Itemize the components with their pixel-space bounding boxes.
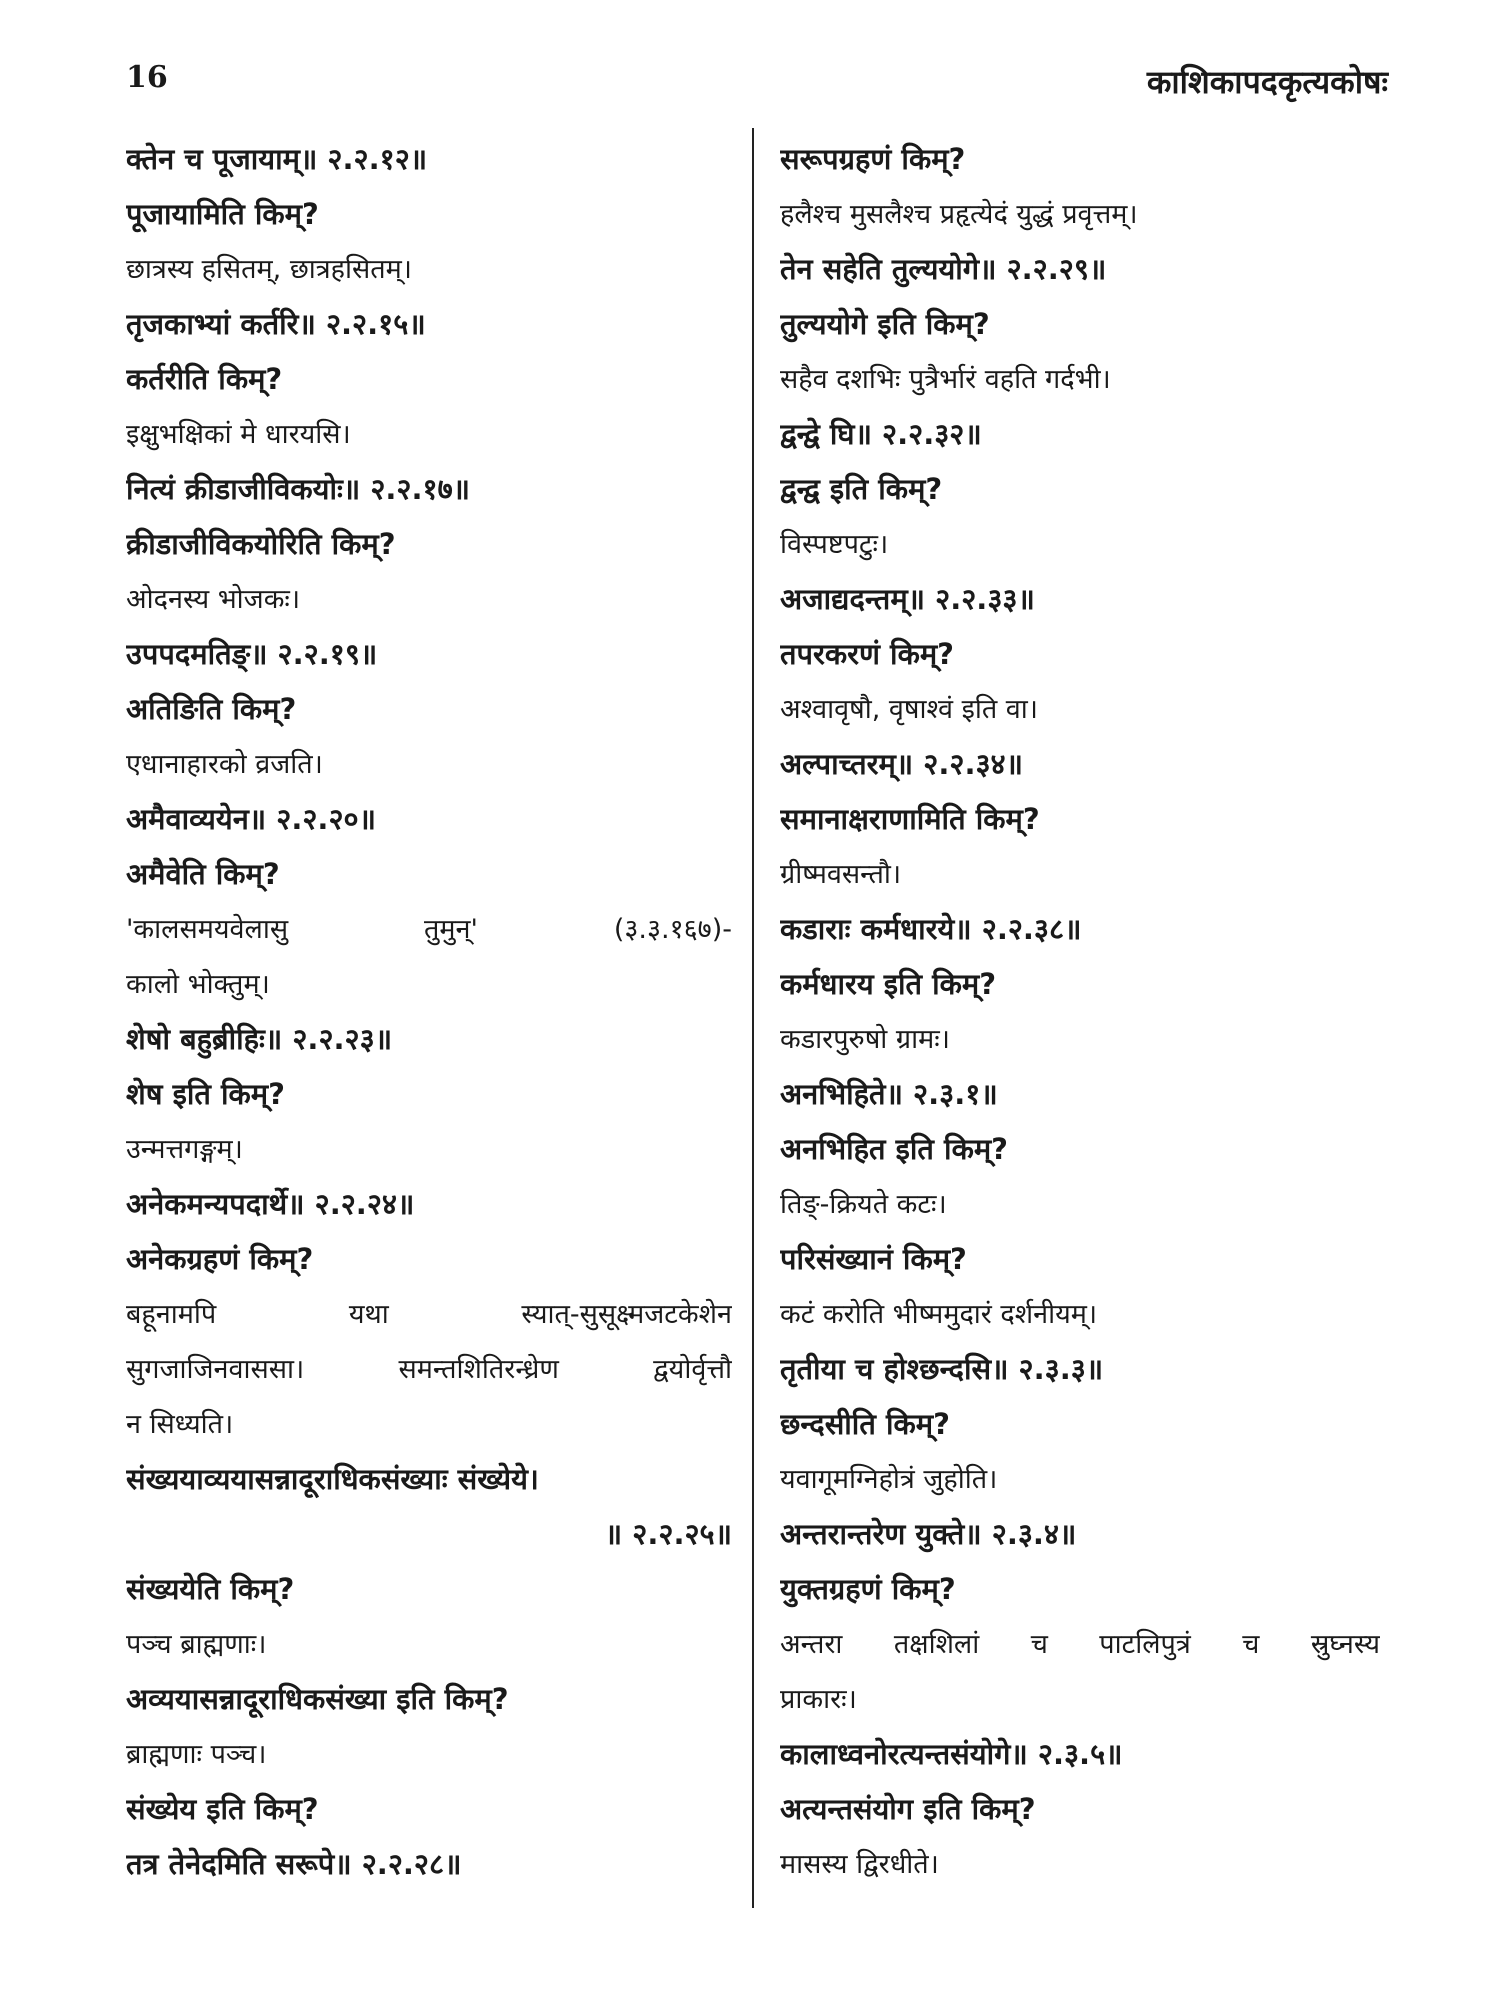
- left-column-line: नित्यं क्रीडाजीविकयोः॥ २.२.१७॥: [126, 472, 471, 506]
- left-column-line: अनेकमन्यपदार्थे॥ २.२.२४॥: [126, 1187, 415, 1221]
- left-column-line: संख्येय इति किम्?: [126, 1792, 319, 1826]
- right-column-line: अश्वावृषौ, वृषाश्वं इति वा।: [780, 694, 1039, 725]
- left-column-line: न सिध्यति।: [126, 1409, 234, 1440]
- left-column-line: एधानाहारको व्रजति।: [126, 749, 323, 780]
- left-column-line: क्तेन च पूजायाम्॥ २.२.१२॥: [126, 142, 428, 176]
- left-column-line: तत्र तेनेदमिति सरूपे॥ २.२.२८॥: [126, 1847, 462, 1881]
- right-column-line: द्वन्द्वे घि॥ २.२.३२॥: [780, 417, 982, 451]
- right-column-line: कडाराः कर्मधारये॥ २.२.३८॥: [780, 912, 1082, 946]
- right-column-line: अत्यन्तसंयोग इति किम्?: [780, 1792, 1036, 1826]
- left-column-line: कर्तरीति किम्?: [126, 362, 283, 396]
- left-column-line: कालो भोक्तुम्।: [126, 969, 270, 1000]
- right-column-line: प्राकारः।: [780, 1684, 857, 1715]
- left-column-line: संख्ययाव्ययासन्नादूराधिकसंख्याः संख्येये।: [126, 1462, 539, 1496]
- right-column-line: सरूपग्रहणं किम्?: [780, 142, 966, 176]
- right-column-line: युक्तग्रहणं किम्?: [780, 1572, 956, 1606]
- page-number: 16: [126, 60, 168, 95]
- right-column-line: तिङ्-क्रियते कटः।: [780, 1189, 947, 1220]
- right-column-line: छन्दसीति किम्?: [780, 1407, 950, 1441]
- left-column-line: पञ्च ब्राह्मणाः।: [126, 1629, 267, 1660]
- left-column-line: उपपदमतिङ्॥ २.२.१९॥: [126, 637, 378, 671]
- column-divider: [752, 128, 754, 1908]
- right-column-line: अजाद्यदन्तम्॥ २.२.३३॥: [780, 582, 1035, 616]
- justified-word: बहूनामपि: [126, 1299, 217, 1330]
- justified-word: अन्तरा: [780, 1629, 843, 1660]
- left-column-line: तृजकाभ्यां कर्तरि॥ २.२.१५॥: [126, 307, 426, 341]
- right-column-line: समानाक्षराणामिति किम्?: [780, 802, 1040, 836]
- left-column-line: शेष इति किम्?: [126, 1077, 285, 1111]
- left-column-line: छात्रस्य हसितम्, छात्रहसितम्।: [126, 254, 413, 285]
- left-column-line: ॥ २.२.२५॥: [604, 1517, 732, 1551]
- right-column-line: कटं करोति भीष्ममुदारं दर्शनीयम्।: [780, 1299, 1098, 1330]
- right-column-line: कालाध्वनोरत्यन्तसंयोगे॥ २.३.५॥: [780, 1737, 1123, 1771]
- right-column-line: तेन सहेति तुल्ययोगे॥ २.२.२९॥: [780, 252, 1107, 286]
- left-column-line: ब्राह्मणाः पञ्च।: [126, 1739, 267, 1770]
- left-column-line: पूजायामिति किम्?: [126, 197, 319, 231]
- justified-word: पाटलिपुत्रं: [1099, 1629, 1191, 1660]
- right-column-line: सहैव दशभिः पुत्रैर्भारं वहति गर्दभी।: [780, 364, 1111, 395]
- left-column-line: इक्षुभक्षिकां मे धारयसि।: [126, 419, 351, 450]
- left-column-line: संख्ययेति किम्?: [126, 1572, 295, 1606]
- right-column-line: हलैश्च मुसलैश्च प्रहृत्येदं युद्धं प्रवृत्तम्।: [780, 199, 1138, 230]
- justified-word: (३.३.१६७)-: [613, 914, 732, 945]
- running-head: काशिकापदकृत्यकोषः: [1146, 63, 1388, 101]
- left-column-line: ओदनस्य भोजकः।: [126, 584, 301, 615]
- right-column-line: विस्पष्टपटुः।: [780, 529, 889, 560]
- right-column-line: तुल्ययोगे इति किम्?: [780, 307, 990, 341]
- justified-word: समन्तशितिरन्ध्रेण: [398, 1354, 559, 1385]
- justified-word: च: [1030, 1629, 1048, 1660]
- right-column-line: कर्मधारय इति किम्?: [780, 967, 997, 1001]
- left-column-line: क्रीडाजीविकयोरिति किम्?: [126, 527, 396, 561]
- right-column-line: कडारपुरुषो ग्रामः।: [780, 1024, 950, 1055]
- right-column-line: अन्तरान्तरेण युक्ते॥ २.३.४॥: [780, 1517, 1077, 1551]
- left-column-line: अतिङिति किम्?: [126, 692, 297, 726]
- left-column-line: अव्ययासन्नादूराधिकसंख्या इति किम्?: [126, 1682, 509, 1716]
- justified-word: तुमुन्': [423, 914, 478, 945]
- justified-word: स्यात्-सुसूक्ष्मजटकेशेन: [521, 1299, 732, 1330]
- right-column-line: ग्रीष्मवसन्तौ।: [780, 859, 902, 890]
- right-column-line: अनभिहिते॥ २.३.१॥: [780, 1077, 998, 1111]
- right-column-line: तपरकरणं किम्?: [780, 637, 955, 671]
- left-column-line: [126, 1342, 732, 1397]
- right-column-line: मासस्य द्विरधीते।: [780, 1849, 939, 1880]
- left-column-line: उन्मत्तगङ्गम्।: [126, 1134, 243, 1165]
- left-column-line: [126, 1287, 732, 1342]
- right-column-line: तृतीया च होश्छन्दसि॥ २.३.३॥: [780, 1352, 1104, 1386]
- right-column-line: यवागूमग्निहोत्रं जुहोति।: [780, 1464, 998, 1495]
- left-column-line: [126, 902, 732, 957]
- justified-word: सुगजाजिनवाससा।: [126, 1354, 305, 1385]
- justified-word: यथा: [348, 1299, 389, 1330]
- justified-word: द्वयोर्वृत्तौ: [653, 1354, 732, 1385]
- right-column: [780, 132, 1380, 1892]
- right-column-line: अनभिहित इति किम्?: [780, 1132, 1009, 1166]
- left-column-line: अमैवाव्ययेन॥ २.२.२०॥: [126, 802, 376, 836]
- left-column-line: अमैवेति किम्?: [126, 857, 280, 891]
- left-column-line: अनेकग्रहणं किम्?: [126, 1242, 314, 1276]
- justified-word: 'कालसमयवेलासु: [126, 914, 289, 945]
- justified-word: च: [1242, 1629, 1260, 1660]
- right-column-line: अल्पाच्तरम्॥ २.२.३४॥: [780, 747, 1023, 781]
- left-column: [126, 132, 732, 1892]
- left-column-line: शेषो बहुब्रीहिः॥ २.२.२३॥: [126, 1022, 393, 1056]
- right-column-line: परिसंख्यानं किम्?: [780, 1242, 967, 1276]
- right-column-line: [780, 1617, 1380, 1672]
- justified-word: तक्षशिलां: [893, 1629, 980, 1660]
- right-column-line: द्वन्द्व इति किम्?: [780, 472, 943, 506]
- justified-word: स्रुघ्नस्य: [1310, 1629, 1380, 1660]
